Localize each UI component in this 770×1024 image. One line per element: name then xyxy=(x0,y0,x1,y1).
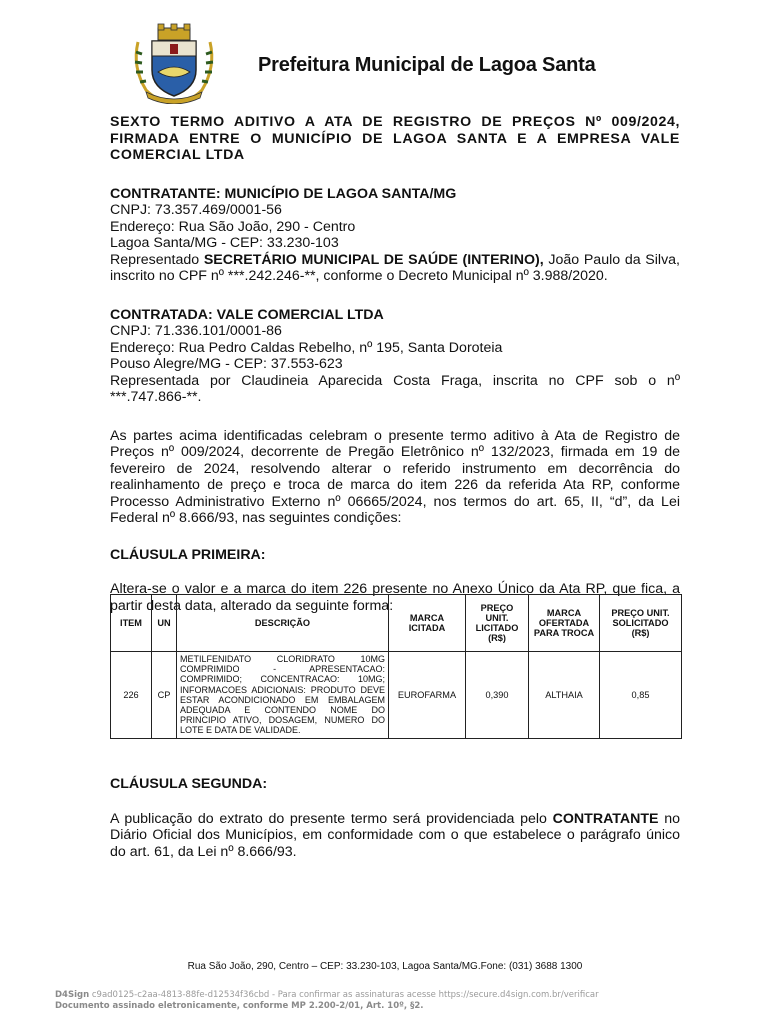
cell-description: METILFENIDATO CLORIDRATO 10MG COMPRIMIDO - APRESENTACAO: COMPRIMIDO; CONCENTRACAO: 10MG; INFORMACOES ADICIONAIS: PRODUTO DEVE ESTAR ACONDICIONADO EM EMBALAGEM ADEQUADA E CONTENDO NOME DO PRINCIPIO ATIVO, DOSAGEM, NUMERO DO LOTE E DATA DE VALIDADE. xyxy=(177,652,389,739)
col-header-description: DESCRIÇÃO xyxy=(177,595,389,652)
cell-unit-price-requested: 0,85 xyxy=(600,652,682,739)
signature-brand: D4Sign xyxy=(55,990,90,1000)
cell-un: CP xyxy=(152,652,177,739)
page-header xyxy=(0,0,770,110)
contratada-block xyxy=(110,307,680,406)
page-footer-address: Rua São João, 290, Centro – CEP: 33.230-103, Lagoa Santa/MG.Fone: (031) 3688 1300 xyxy=(187,961,583,972)
col-header-item: ITEM xyxy=(111,595,152,652)
table-row xyxy=(111,652,682,739)
clause-1-heading: CLÁUSULA PRIMEIRA: xyxy=(110,546,266,563)
col-header-un: UN xyxy=(152,595,177,652)
contratante-city: Lagoa Santa/MG - CEP: 33.230-103 xyxy=(110,235,339,251)
preamble-paragraph: As partes acima identificadas celebram o presente termo aditivo à Ata de Registro de Preços nº 009/2024, decorrente de Pregão Eletrônico nº 132/2023, firmada em 19 de fevereiro de 2024, resolvendo alterar o referido instrumento em decorrência do realinhamento de preço e troca de marca do item 226 da referida Ata RP, conforme Processo Administrativo Externo nº 06665/2024, nos termos do art. 65, II, “d”, da Lei Federal nº 8.666/93, nas seguintes condições: xyxy=(110,427,680,526)
signature-notice xyxy=(55,990,735,1012)
contratante-address: Endereço: Rua São João, 290 - Centro xyxy=(110,218,356,235)
rep-prefix: Representado xyxy=(110,251,204,268)
clause-1-text: Altera-se o valor e a marca do item 226 presente no Anexo Único da Ata RP, que fica, a partir desta data, alterado da seguinte forma: xyxy=(110,581,680,614)
signature-line-1 xyxy=(55,990,735,1001)
contratante-representative xyxy=(110,252,680,285)
cell-unit-price-bid: 0,390 xyxy=(466,652,529,739)
col-header-brand-offered: MARCA OFERTADA PARA TROCA xyxy=(529,595,600,652)
contratada-heading: CONTRATADA: VALE COMERCIAL LTDA xyxy=(110,306,384,323)
clause-2-rest: no Diário Oficial dos Municípios, em conformidade com o que estabelece o parágrafo único do art. 61, da Lei nº 8.666/93. xyxy=(110,810,680,860)
rep-title: SECRETÁRIO MUNICIPAL DE SAÚDE (INTERINO), xyxy=(203,251,544,268)
items-table xyxy=(110,594,682,739)
col-header-unit-price-requested: PREÇO UNIT. SOLICITADO (R$) xyxy=(600,595,682,652)
col-header-unit-price-bid: PREÇO UNIT. LICITADO (R$) xyxy=(466,595,529,652)
cell-item: 226 xyxy=(111,652,152,739)
document-body xyxy=(110,114,680,614)
city-coat-of-arms-icon xyxy=(128,22,220,104)
signature-hash-text: c9ad0125-c2aa-4813-88fe-d12534f36cbd - Para confirmar as assinaturas acesse https://secure.d4sign.com.br/verificar xyxy=(89,990,599,1000)
cell-brand-offered: ALTHAIA xyxy=(529,652,600,739)
contratada-address: Endereço: Rua Pedro Caldas Rebelho, nº 195, Santa Doroteia xyxy=(110,339,503,356)
contratada-city: Pouso Alegre/MG - CEP: 37.553-623 xyxy=(110,356,343,372)
clause-2-text xyxy=(110,811,680,861)
contratante-cnpj: CNPJ: 73.357.469/0001-56 xyxy=(110,202,282,218)
table-header-row xyxy=(111,595,682,652)
clause-2-bold: CONTRATANTE xyxy=(552,810,659,827)
contratante-block xyxy=(110,186,680,285)
clause-2-heading: CLÁUSULA SEGUNDA: xyxy=(110,776,268,792)
page-title: Prefeitura Municipal de Lagoa Santa xyxy=(258,54,596,76)
col-header-brand-bid: MARCA ICITADA xyxy=(389,595,466,652)
contratada-representative: Representada por Claudineia Aparecida Costa Fraga, inscrita no CPF sob o nº ***.747.866-**. xyxy=(110,372,680,405)
document-title: SEXTO TERMO ADITIVO A ATA DE REGISTRO DE PREÇOS Nº 009/2024, FIRMADA ENTRE O MUNICÍPIO DE LAGOA SANTA E A EMPRESA VALE COMERCIAL LTDA xyxy=(110,114,680,163)
clause-2-block xyxy=(110,776,680,860)
signature-line-2: Documento assinado eletronicamente, conforme MP 2.200-2/01, Art. 10º, §2. xyxy=(55,1001,424,1011)
clause-2-prefix: A publicação do extrato do presente termo será providenciada pelo xyxy=(110,810,553,827)
rep-rest: João Paulo da Silva, inscrito no CPF nº ***.242.246-**, conforme o Decreto Municipal nº 3.988/2020. xyxy=(110,251,680,284)
contratante-heading: CONTRATANTE: MUNICÍPIO DE LAGOA SANTA/MG xyxy=(110,185,457,202)
cell-brand-bid: EUROFARMA xyxy=(389,652,466,739)
contratada-cnpj: CNPJ: 71.336.101/0001-86 xyxy=(110,323,282,339)
